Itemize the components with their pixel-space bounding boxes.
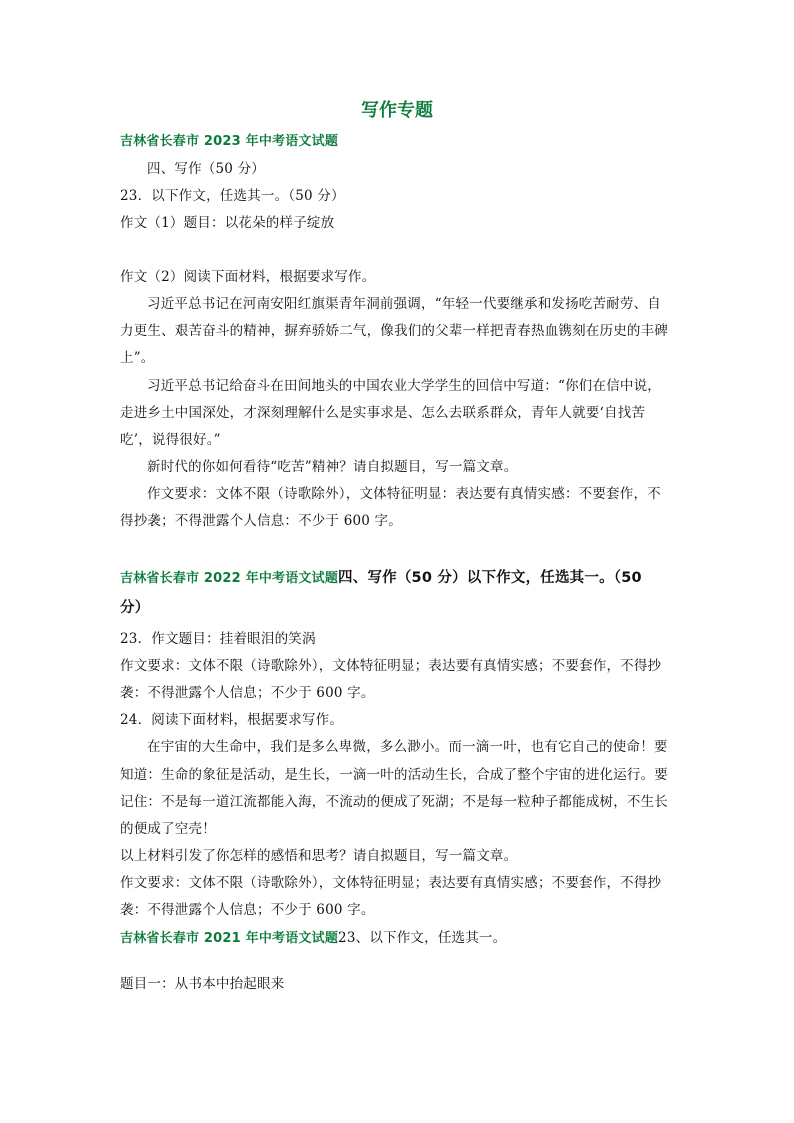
text-line: 吃’，说得很好。” [120, 432, 221, 448]
section-2023-source-line [120, 128, 680, 155]
section-2021-source-line [120, 925, 680, 952]
source-label-2023: 吉林省长春市 2023 年中考语文试题 [120, 134, 339, 149]
text-line: 习近平总书记给奋斗在田间地头的中国农业大学学生的回信中写道：“你们在信中说， [147, 378, 662, 394]
section-heading-cont: 分） [120, 600, 150, 616]
text-line: 作文（2）阅读下面材料，根据要求写作。 [120, 269, 376, 285]
text-line: 四、写作（50 分） [147, 161, 265, 177]
text-line: 以上材料引发了你怎样的感悟和思考？请自拟题目，写一篇文章。 [120, 848, 518, 864]
text-line: 走进乡土中国深处，才深刻理解什么是实事求是、怎么去联系群众，青年人就要‘自找苦 [120, 405, 646, 421]
source-label-2022: 吉林省长春市 2022 年中考语文试题 [120, 571, 339, 586]
text-line: 作文（1）题目：以花朵的样子绽放 [120, 215, 335, 231]
text-line: 力更生、艰苦奋斗的精神，摒弃骄娇二气，像我们的父辈一样把青春热血镌刻在历史的丰碑 [120, 323, 668, 339]
text-line: 作文要求：文体不限（诗歌除外），文体特征明显；表达要有真情实感；不要套作，不得抄 [120, 875, 662, 891]
text-line: 的便成了空壳！ [120, 821, 216, 837]
text-line: 习近平总书记在河南安阳红旗渠青年洞前强调，“年轻一代要继承和发扬吃苦耐劳、自 [147, 296, 662, 312]
text-line: 上”。 [120, 350, 155, 366]
text-line: 题目一：从书本中抬起眼来 [120, 976, 285, 992]
text-line: 得抄袭；不得泄露个人信息：不少于 600 字。 [120, 513, 402, 529]
text-line: 23．作文题目：挂着眼泪的笑涡 [120, 631, 316, 647]
text-line: 袭：不得泄露个人信息；不少于 600 字。 [120, 902, 375, 918]
text-line: 24．阅读下面材料，根据要求写作。 [120, 712, 344, 728]
source-label-2021: 吉林省长春市 2021 年中考语文试题 [120, 931, 339, 946]
text-line: 记住：不是每一道江流都能入海，不流动的便成了死湖；不是每一粒种子都能成树，不生长 [120, 794, 668, 810]
text-line: 袭：不得泄露个人信息；不少于 600 字。 [120, 685, 375, 701]
text-line: 知道：生命的象征是活动，是生长，一滴一叶的活动生长，合成了整个宇宙的进化运行。要 [120, 767, 668, 783]
text-line: 23．以下作文，任选其一。（50 分） [120, 188, 345, 204]
text-line: 作文要求：文体不限（诗歌除外），文体特征明显：表达要有真情实感：不要套作，不 [147, 486, 661, 502]
section-2022-source-line [120, 565, 680, 592]
text-line: 在宇宙的大生命中，我们是多么卑微，多么渺小。而一滴一叶，也有它自己的使命！要 [147, 739, 668, 755]
text-line: 新时代的你如何看待“吃苦”精神？请自拟题目，写一篇文章。 [147, 459, 518, 475]
page-title: 写作专题 [361, 100, 433, 121]
section-tail-text: 23、以下作文，任选其一。 [338, 930, 507, 946]
text-line: 作文要求：文体不限（诗歌除外），文体特征明显；表达要有真情实感；不要套作，不得抄 [120, 658, 662, 674]
section-heading: 四、写作（50 分）以下作文，任选其一。（50 [338, 570, 642, 586]
